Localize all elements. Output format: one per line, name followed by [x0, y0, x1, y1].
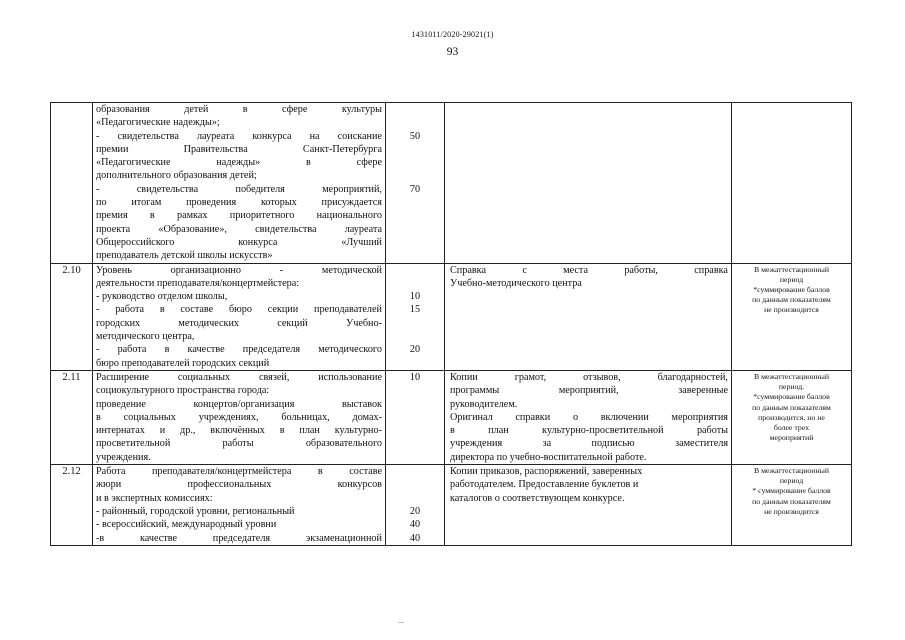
note-line: *суммирование баллов — [753, 392, 830, 402]
description-line: и в экспертных комиссиях: — [96, 492, 213, 504]
document-line: директора по учебно-воспитательной работе. — [450, 451, 647, 463]
score-value: 10 — [409, 371, 421, 383]
row-number: 2.10 — [62, 264, 81, 276]
document-line: Оригинал справки о включении мероприятия — [450, 411, 728, 423]
note-line: мероприятий — [769, 433, 814, 443]
note-cell — [732, 465, 852, 546]
note-line: не производится — [764, 305, 819, 315]
document-line: Копии приказов, распоряжений, заверенных — [450, 466, 643, 478]
document-code: 1431011/2020-29021(1) — [411, 30, 494, 39]
note-text — [732, 371, 851, 443]
row-number-cell — [51, 465, 93, 546]
note-line: по данным показателям — [752, 295, 831, 305]
document-line: работодателем. Предоставление буклетов и — [450, 479, 639, 491]
supporting-documents-cell — [445, 370, 732, 464]
row-number: 2.11 — [62, 371, 81, 383]
score-value — [386, 317, 444, 330]
description-line: преподаватель детской школы искусств» — [96, 250, 273, 262]
document-line: каталогов о соответствующем конкурсе. — [450, 492, 625, 504]
document-line: Учебно-методического центра — [450, 277, 582, 289]
score-cell — [386, 465, 445, 546]
score-value — [386, 264, 444, 277]
document-line: Справка с места работы, справка — [450, 264, 728, 276]
note-line: более трех — [773, 422, 810, 432]
document-line: программы мероприятий, заверенные — [450, 385, 728, 397]
score-value — [386, 236, 444, 249]
score-value — [386, 398, 444, 411]
description-line: -в качестве председателя экзаменационной — [96, 532, 382, 544]
score-value: 20 — [409, 344, 421, 356]
score-value: 20 — [409, 505, 421, 517]
note-line: *суммирование баллов — [753, 284, 830, 294]
note-line: период — [779, 274, 804, 284]
score-value — [386, 384, 444, 397]
description-line: Общероссийского конкурса «Лучший — [96, 236, 382, 248]
score-value — [386, 249, 444, 262]
note-line: производится, но не — [758, 412, 825, 422]
table-row — [51, 370, 852, 464]
score-cell — [386, 370, 445, 464]
score-value: 70 — [409, 183, 421, 195]
description-line: просветительной работы образовательного — [96, 438, 382, 450]
score-value — [386, 116, 444, 129]
description-line: - всероссийский, международный уровни — [96, 519, 277, 531]
note-cell — [732, 103, 852, 264]
description-line: городских методических секций Учебно- — [96, 317, 382, 329]
description-line: - районный, городской уровни, региональный — [96, 505, 295, 517]
note-cell — [732, 370, 852, 464]
score-value — [386, 478, 444, 491]
description-line: учреждения. — [96, 451, 151, 463]
description-line: по итогам проведения которых присуждается — [96, 197, 382, 209]
description-line: Работа преподавателя/концертмейстера в составе — [96, 466, 382, 478]
supporting-documents-cell — [445, 263, 732, 370]
description-line: в социальных учреждениях, больницах, домах- — [96, 411, 382, 423]
score-value — [386, 103, 444, 116]
description-line: - свидетельства лауреата конкурса на соискание — [96, 130, 382, 142]
score-value: 40 — [409, 532, 421, 544]
page-number: 93 — [446, 46, 459, 58]
description-line: - свидетельства победителя мероприятий, — [96, 183, 382, 195]
supporting-documents-cell — [445, 103, 732, 264]
document-line: Копии грамот, отзывов, благодарностей, — [450, 371, 728, 383]
description-line: проекта «Образование», свидетельства лауреата — [96, 223, 382, 235]
row-number-cell — [51, 103, 93, 264]
note-text — [732, 264, 851, 316]
criterion-description-cell — [93, 263, 386, 370]
criteria-table — [50, 102, 852, 546]
score-value: 40 — [409, 519, 421, 531]
score-value: 15 — [409, 304, 421, 316]
document-line: в план культурно-просветительной работы — [450, 425, 728, 437]
description-line: премия в рамках приоритетного национального — [96, 210, 382, 222]
description-line: Уровень организационно - методической — [96, 264, 382, 276]
description-line: «Педагогические надежды» в сфере — [96, 157, 382, 169]
score-value — [386, 330, 444, 343]
table-row — [51, 103, 852, 264]
document-line: руководителем. — [450, 398, 518, 410]
score-cell — [386, 103, 445, 264]
score-value — [386, 169, 444, 182]
note-cell — [732, 263, 852, 370]
description-line: Расширение социальных связей, использование — [96, 371, 382, 383]
table-row — [51, 465, 852, 546]
criterion-description-cell — [93, 103, 386, 264]
scan-mark — [398, 622, 404, 623]
description-line: - руководство отделом школы, — [96, 291, 228, 303]
description-line: интернатах и др., включённых в план культурно- — [96, 425, 382, 437]
score-value — [386, 156, 444, 169]
score-value — [386, 424, 444, 437]
note-line: по данным показателям — [752, 496, 831, 506]
description-line: образования детей в сфере культуры — [96, 104, 382, 115]
score-value — [386, 465, 444, 478]
score-value — [386, 277, 444, 290]
row-number-cell — [51, 263, 93, 370]
score-value — [386, 209, 444, 222]
description-line: - работа в составе бюро секции преподавателей — [96, 304, 382, 316]
description-line: социокультурного пространства города: — [96, 385, 270, 397]
description-line: бюро преподавателей городских секций — [96, 357, 270, 369]
description-line: премии Правительства Санкт-Петербурга — [96, 143, 382, 155]
score-value — [386, 437, 444, 450]
description-line: дополнительного образования детей; — [96, 170, 257, 182]
note-line: по данным показателям — [752, 402, 831, 412]
score-value — [386, 451, 444, 464]
description-line: «Педагогические надежды»; — [96, 117, 220, 129]
score-value — [386, 492, 444, 505]
note-line: * суммирование баллов — [752, 486, 831, 496]
note-line: В межаттестационный — [753, 371, 830, 381]
description-line: деятельности преподавателя/концертмейстера: — [96, 277, 300, 289]
score-value — [386, 411, 444, 424]
note-line: В межаттестационный — [753, 466, 830, 476]
criteria-table-body — [51, 103, 852, 546]
note-text — [732, 465, 851, 517]
row-number-cell — [51, 370, 93, 464]
score-value: 10 — [409, 291, 421, 303]
description-line: методического центра, — [96, 331, 195, 343]
score-cell — [386, 263, 445, 370]
criterion-description-cell — [93, 465, 386, 546]
score-value — [386, 196, 444, 209]
note-line: период — [779, 476, 804, 486]
score-value — [386, 357, 444, 370]
description-line: - работа в качестве председателя методического — [96, 344, 382, 356]
description-line: жюри профессиональных конкурсов — [96, 479, 382, 491]
supporting-documents-cell — [445, 465, 732, 546]
criterion-description-cell — [93, 370, 386, 464]
note-text — [732, 103, 851, 104]
document-line: учреждения за подписью заместителя — [450, 438, 728, 450]
description-line: проведение концертов/организация выставок — [96, 398, 382, 410]
score-value — [386, 143, 444, 156]
note-line: период. — [778, 382, 805, 392]
row-number: 2.12 — [62, 466, 81, 478]
note-line: не производится — [764, 506, 819, 516]
table-row — [51, 263, 852, 370]
score-value — [386, 223, 444, 236]
score-value: 50 — [409, 130, 421, 142]
note-line: В межаттестационный — [753, 264, 830, 274]
